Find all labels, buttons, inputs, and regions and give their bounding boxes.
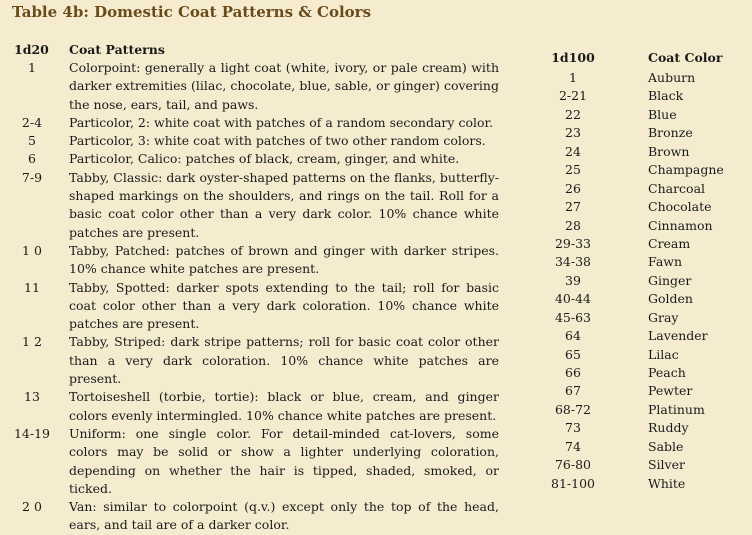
color-row [535,382,745,400]
colors-roll-header: 1d100 [551,50,595,65]
color-row [535,217,745,235]
coat-patterns-table [0,42,520,535]
color-name: Peach [648,365,686,380]
pattern-description: Particolor, Calico: patches of black, cream, ginger, and white. [69,151,460,167]
color-name: Platinum [648,401,705,417]
color-roll: 27 [565,199,581,215]
pattern-row [0,279,520,334]
color-name: Blue [648,106,677,122]
color-row [535,87,745,105]
color-row [535,438,745,456]
pattern-description: Tabby, Patched: patches of brown and ginger with darker stripes. 10% chance white patches are present. [69,242,499,277]
color-roll: 22 [565,106,581,122]
color-roll: 64 [565,328,581,344]
table-title [12,3,371,21]
color-row [535,69,745,87]
color-roll: 73 [565,420,581,436]
pattern-description: Tabby, Spotted: darker spots extending to the tail; roll for basic coat color other than a very dark coloration. 10% chance white patches are present. [69,279,499,332]
color-name: Silver [648,457,685,473]
color-roll: 40-44 [554,291,592,307]
colors-rows [535,69,745,493]
patterns-rows [0,59,520,535]
pattern-description: Van: similar to colorpoint (q.v.) except only the top of the head, ears, and tail are of a darker color. [69,499,499,533]
color-name: Cream [648,235,691,251]
color-name: Chocolate [648,199,712,215]
pattern-row [0,333,520,388]
pattern-row [0,242,520,279]
color-name: Charcoal [648,180,706,196]
color-roll: 65 [565,346,581,362]
color-roll: 81-100 [551,475,595,491]
color-roll: 66 [565,365,581,380]
color-name: Golden [648,291,693,307]
color-name: Auburn [648,70,696,85]
pattern-roll: 1 0 [22,242,42,258]
color-row [535,106,745,124]
color-row [535,180,745,198]
pattern-row [0,425,520,498]
color-name: Cinnamon [648,217,713,233]
table-number: Table 4b: [12,3,89,21]
color-roll: 74 [565,438,581,454]
color-row [535,235,745,253]
color-row [535,456,745,474]
pattern-roll: 2-4 [21,114,43,130]
patterns-name-header: Coat Patterns [69,42,165,57]
color-name: Lavender [648,328,708,344]
pattern-description: Colorpoint: generally a light coat (white, ivory, or pale cream) with darker extremities (lilac, chocolate, blue, sable, or ginger) covering the nose, ears, tail, and paws. [69,60,499,112]
color-roll: 28 [565,217,581,233]
pattern-roll: 1 2 [22,334,42,350]
color-row [535,124,745,142]
color-name: Brown [648,143,690,159]
color-roll: 23 [565,125,581,141]
pattern-row [0,132,520,150]
color-name: Ruddy [648,420,689,436]
color-name: Sable [648,438,684,454]
color-name: Fawn [648,254,683,270]
color-roll: 25 [565,162,581,178]
pattern-roll: 2 0 [22,499,42,515]
color-row [535,272,745,290]
colors-name-header: Coat Color [648,50,723,65]
color-row [535,475,745,493]
color-row [535,143,745,161]
patterns-roll-header: 1d20 [14,42,49,57]
pattern-description: Uniform: one single color. For detail-minded cat-lovers, some colors may be solid or show a lighter underlying coloration, depending on whether the hair is tipped, shaded, smoked, or ticked. [69,425,499,496]
pattern-roll: 11 [24,279,40,295]
pattern-row [0,388,520,425]
pattern-description: Tortoiseshell (torbie, tortie): black or blue, cream, and ginger colors evenly intermingled. 10% chance white patches are present. [69,389,499,423]
pattern-roll: 7-9 [21,169,43,185]
color-roll: 2-21 [558,88,588,104]
color-name: Gray [648,309,679,325]
pattern-description: Tabby, Classic: dark oyster-shaped patterns on the flanks, butterfly-shaped markings on the shoulders, and rings on the tail. Roll for a basic coat color other than a very dark color. 10% chance white patches are present. [69,169,499,240]
color-row [535,401,745,419]
pattern-roll: 1 [28,60,36,75]
pattern-roll: 14-19 [13,425,51,441]
pattern-row [0,498,520,535]
color-roll: 34-38 [554,254,592,270]
color-name: Champagne [648,162,724,178]
pattern-description: Tabby, Striped: dark stripe patterns; roll for basic coat color other than a very dark coloration. 10% chance white patches are present. [69,334,499,387]
coat-colors-table [535,50,745,493]
pattern-roll: 13 [24,389,40,405]
colors-header [535,50,745,69]
color-row [535,327,745,345]
pattern-roll: 5 [28,133,36,149]
color-name: Pewter [648,383,693,399]
color-row [535,161,745,179]
color-row [535,419,745,437]
pattern-description: Particolor, 3: white coat with patches of two other random colors. [69,133,486,149]
color-name: Lilac [648,346,679,362]
color-row [535,253,745,271]
color-row [535,364,745,382]
color-row [535,309,745,327]
pattern-roll: 6 [28,151,36,167]
pattern-row [0,114,520,132]
patterns-header [0,42,520,59]
color-name: Black [648,88,684,104]
color-name: Ginger [648,272,692,288]
color-roll: 26 [565,180,581,196]
color-roll: 76-80 [554,457,592,473]
pattern-row [0,169,520,242]
color-row [535,346,745,364]
color-roll: 39 [565,272,581,288]
table-title-text: Domestic Coat Patterns & Colors [94,3,372,21]
color-roll: 68-72 [554,401,592,417]
color-row [535,290,745,308]
color-roll: 45-63 [554,309,592,325]
color-roll: 24 [565,143,581,159]
color-roll: 29-33 [554,235,592,251]
color-row [535,198,745,216]
pattern-row [0,59,520,114]
color-roll: 67 [565,383,581,399]
color-name: White [648,475,686,491]
pattern-description: Particolor, 2: white coat with patches of a random secondary color. [69,114,494,130]
color-name: Bronze [648,125,693,141]
color-roll: 1 [569,70,577,85]
pattern-row [0,150,520,168]
